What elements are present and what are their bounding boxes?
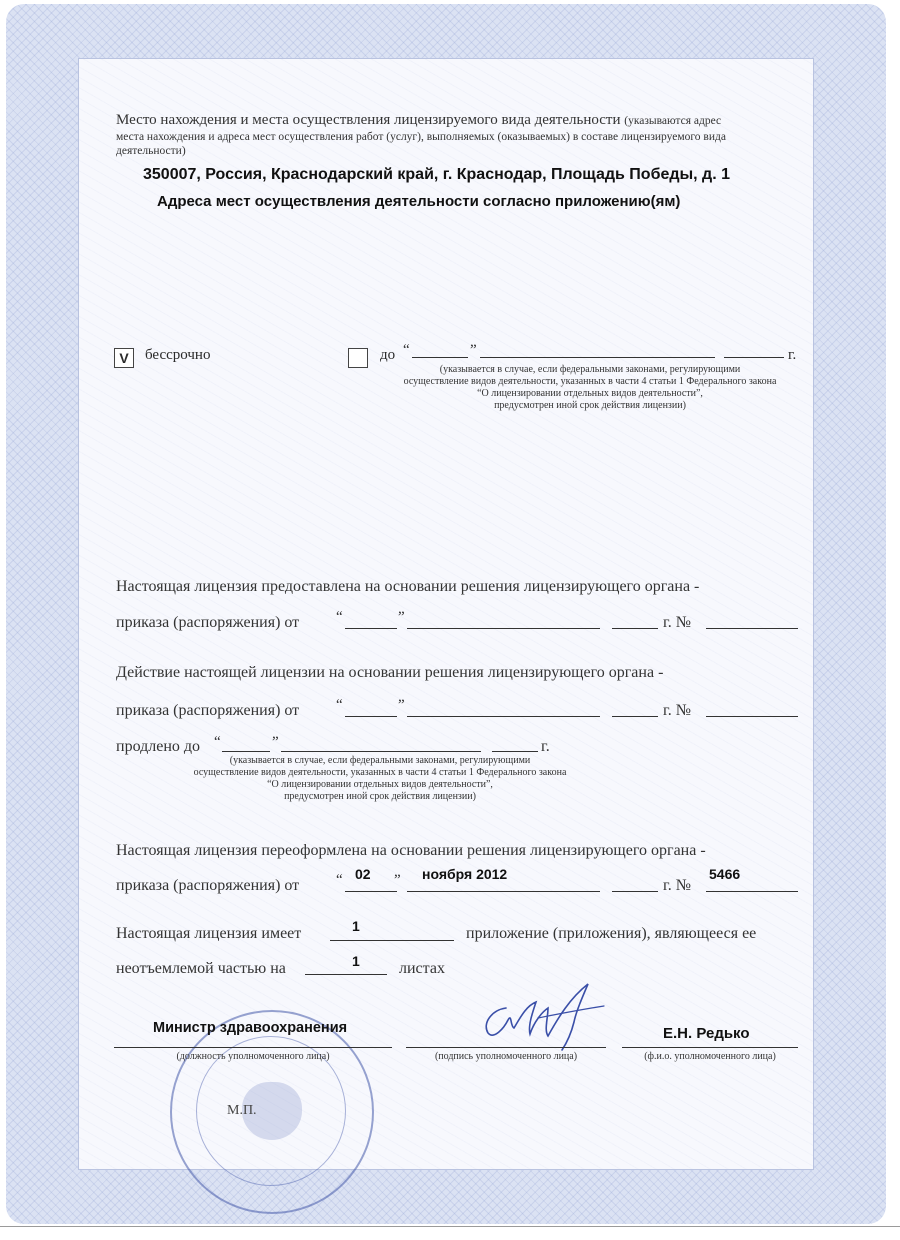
extended-year-field[interactable] bbox=[492, 751, 538, 752]
extension-line: Действие настоящей лицензии на основании решения лицензирующего органа - bbox=[116, 664, 664, 681]
grant-number-field[interactable] bbox=[706, 628, 798, 629]
seal-label: М.П. bbox=[227, 1103, 257, 1118]
grant-year-label: г. № bbox=[663, 614, 692, 631]
unlimited-label: бессрочно bbox=[145, 347, 211, 363]
name-field[interactable] bbox=[622, 1047, 798, 1048]
reissue-year-label: г. № bbox=[663, 877, 692, 894]
extension-note-line: (указывается в случае, если федеральными законами, регулирующими bbox=[229, 755, 531, 766]
appendix-line1-prefix: Настоящая лицензия имеет bbox=[116, 925, 302, 942]
extension-order-prefix: приказа (распоряжения) от bbox=[116, 702, 300, 719]
signature-field[interactable] bbox=[406, 1047, 606, 1048]
extension-number-field[interactable] bbox=[706, 716, 798, 717]
term-note bbox=[380, 364, 800, 412]
appendix-line1-suffix: приложение (приложения), являющееся ее bbox=[466, 925, 757, 942]
extended-year-suffix: г. bbox=[541, 738, 550, 755]
until-day-field[interactable] bbox=[412, 357, 468, 358]
unlimited-checkbox[interactable]: V bbox=[114, 348, 134, 368]
places-heading-note-1: (указываются адрес bbox=[624, 115, 722, 127]
reissue-day-value: 02 bbox=[355, 866, 371, 882]
term-note-line: (указывается в случае, если федеральными законами, регулирующими bbox=[439, 364, 741, 375]
extension-note bbox=[165, 755, 595, 803]
reissue-month-value: ноября 2012 bbox=[422, 866, 508, 882]
grant-order-prefix: приказа (распоряжения) от bbox=[116, 614, 300, 631]
extension-month-field[interactable] bbox=[407, 716, 600, 717]
reissue-month-field[interactable] bbox=[407, 891, 600, 892]
reissue-number-field[interactable] bbox=[706, 891, 798, 892]
appendix-line2-suffix: листах bbox=[399, 960, 445, 977]
extension-day-field[interactable] bbox=[345, 716, 397, 717]
extended-month-field[interactable] bbox=[281, 751, 481, 752]
grant-month-field[interactable] bbox=[407, 628, 600, 629]
name-caption: (ф.и.о. уполномоченного лица) bbox=[644, 1051, 776, 1062]
appendix-sheets-value: 1 bbox=[352, 953, 360, 969]
term-note-line: предусмотрен иной срок действия лицензии) bbox=[494, 400, 686, 411]
places-heading-main: Место нахождения и места осуществления лицензируемого вида деятельности bbox=[116, 112, 621, 128]
places-heading bbox=[116, 112, 721, 129]
places-heading-note-3: деятельности) bbox=[116, 145, 186, 157]
extended-day-field[interactable] bbox=[222, 751, 270, 752]
until-year-field[interactable] bbox=[724, 357, 784, 358]
until-quote-close: ” bbox=[470, 342, 477, 358]
appendix-sheets-field[interactable] bbox=[305, 974, 387, 975]
position-caption: (должность уполномоченного лица) bbox=[176, 1051, 330, 1062]
extended-prefix: продлено до bbox=[116, 738, 201, 755]
until-year-suffix: г. bbox=[788, 347, 797, 363]
appendix-line2-prefix: неотъемлемой частью на bbox=[116, 960, 286, 977]
grant-line: Настоящая лицензия предоставлена на основании решения лицензирующего органа - bbox=[116, 578, 700, 595]
reissue-year-field[interactable] bbox=[612, 891, 658, 892]
appendix-count-field[interactable] bbox=[330, 940, 454, 941]
until-date-checkbox[interactable] bbox=[348, 348, 368, 368]
until-month-field[interactable] bbox=[480, 357, 715, 358]
extension-year-field[interactable] bbox=[612, 716, 658, 717]
addresses-note: Адреса мест осуществления деятельности согласно приложению(ям) bbox=[157, 193, 681, 210]
extension-year-label: г. № bbox=[663, 702, 692, 719]
reissue-day-field[interactable] bbox=[345, 891, 397, 892]
term-note-line: осуществление видов деятельности, указанных в части 4 статьи 1 Федерального закона bbox=[403, 376, 777, 387]
until-prefix: до bbox=[380, 347, 396, 363]
until-quote-open: “ bbox=[403, 342, 410, 358]
scan-edge-line bbox=[0, 1226, 900, 1227]
extension-note-line: предусмотрен иной срок действия лицензии) bbox=[284, 791, 476, 802]
position-title: Министр здравоохранения bbox=[153, 1020, 348, 1036]
reissue-order-prefix: приказа (распоряжения) от bbox=[116, 877, 300, 894]
appendix-count-value: 1 bbox=[352, 918, 360, 934]
handwritten-signature bbox=[478, 978, 618, 1053]
signature-caption: (подпись уполномоченного лица) bbox=[434, 1051, 578, 1062]
places-heading-note-2: места нахождения и адреса мест осуществления работ (услуг), выполняемых (оказываемых) в составе лицензируемого вида bbox=[116, 131, 726, 143]
reissue-line: Настоящая лицензия переоформлена на основании решения лицензирующего органа - bbox=[116, 842, 706, 859]
extension-note-line: “О лицензировании отдельных видов деятельности”, bbox=[267, 779, 493, 790]
term-note-line: “О лицензировании отдельных видов деятельности”, bbox=[477, 388, 703, 399]
grant-year-field[interactable] bbox=[612, 628, 658, 629]
address-text: 350007, Россия, Краснодарский край, г. Краснодар, Площадь Победы, д. 1 bbox=[143, 166, 730, 183]
extension-note-line: осуществление видов деятельности, указанных в части 4 статьи 1 Федерального закона bbox=[193, 767, 567, 778]
official-seal bbox=[170, 1010, 374, 1214]
reissue-number-value: 5466 bbox=[709, 866, 741, 882]
license-sheet: Место нахождения и места осуществления лицензируемого вида деятельности (указываются адрес места нахождения и адреса мест осуществления работ (услуг), выполняемых (оказываемых) в составе лицензируемого вида деятельности) 350007, Россия, Краснодарский край, г. Краснодар, Площадь Победы, д. 1 Адреса мест осуществления деятельности согласно приложению(ям) V бессрочно до “ ” г. (указывается в случае, если федеральными законами, регулирующими осуществление видов деятельности, указанных в части 4 статьи 1 Федерального закона “О лицензировании отдельных видов деятельности”, предусмотрен иной срок действия лицензии) Настоящая лицензия предоставлена на основании решения лицензирующего органа - приказа (распоряжения) от “ ” г. № Действие настоящей лицензии на основании решения лицензирующего органа - приказа (распоряжения) от “ ” г. № продлено до “ ” г. (указывается в случае, если федеральными законами, регулирующими осуществление видов деятельности, указанных в части 4 статьи 1 Федерального закона “О лицензировании отдельных видов деятельности”, предусмотрен иной срок действия лицензии) Настоящая лицензия переоформлена на основании решения лицензирующего органа - приказа (распоряжения) от “ 02 ” ноября 2012 г. № 5466 Настоящая лицензия имеет 1 приложение (приложения), являющееся ее неотъемлемой частью на 1 листах М.П. Министр здравоохранения (должность уполномоченного лица) (подпись уполномоченного лица) Е.Н. Редько (ф.и.о. уполномоченного лица) bbox=[0, 0, 900, 1240]
official-name: Е.Н. Редько bbox=[663, 1025, 750, 1042]
grant-day-field[interactable] bbox=[345, 628, 397, 629]
position-field[interactable] bbox=[114, 1047, 392, 1048]
